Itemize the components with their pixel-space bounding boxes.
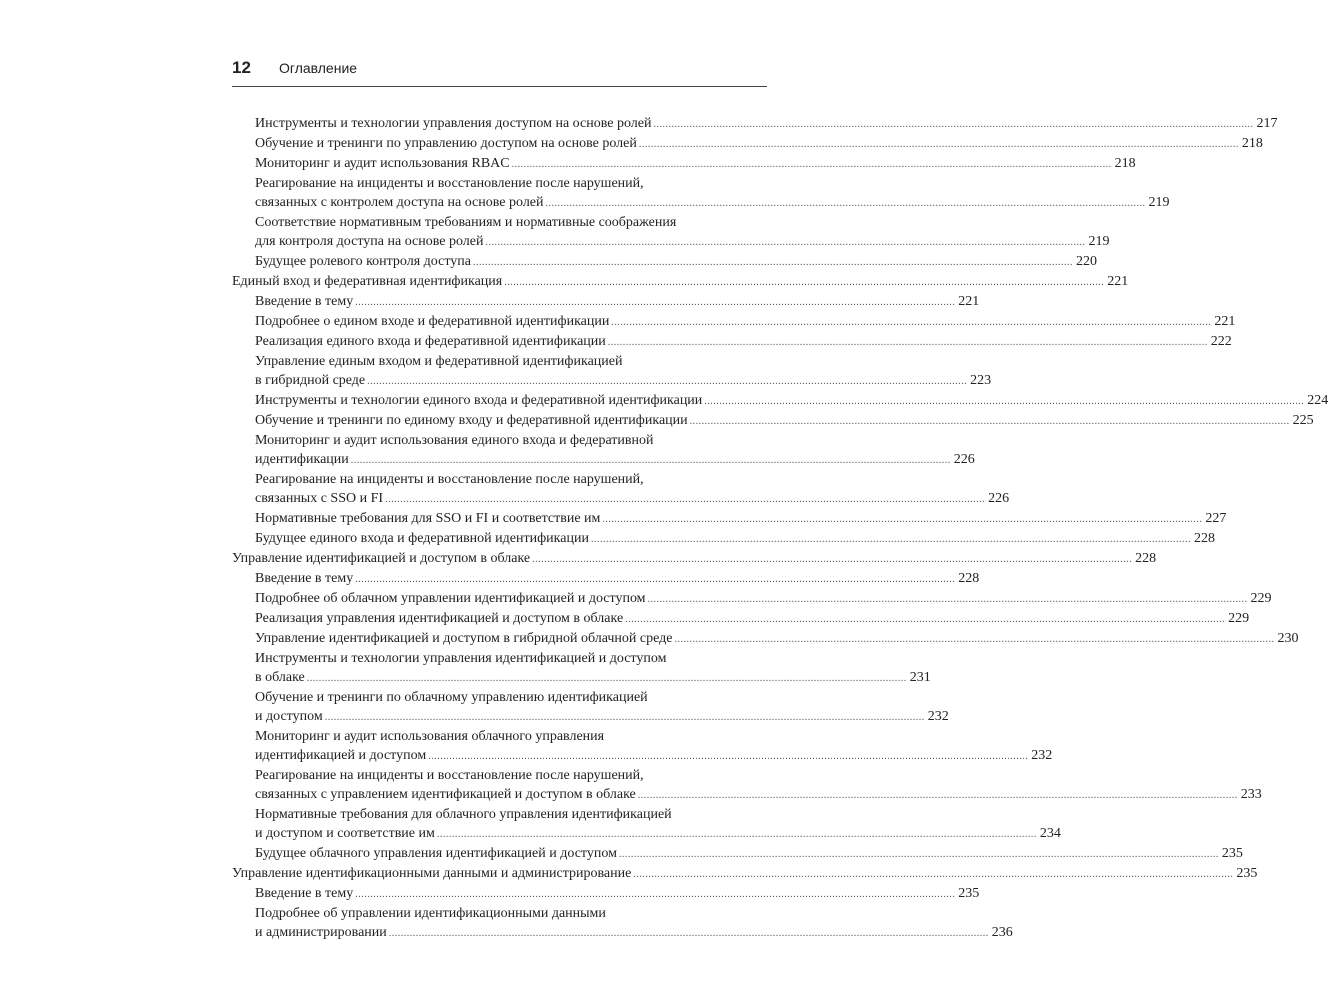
toc-entry-title-line: Единый вход и федеративная идентификация (232, 274, 503, 289)
toc-entry-title-line: связанных с управлением идентификацией и доступом в облаке (255, 787, 636, 802)
toc-page-number: 219 (1088, 234, 1110, 249)
toc-subsection-entry (255, 252, 1098, 272)
toc-entry-row (255, 312, 1236, 332)
toc-subsection-entry (255, 529, 1215, 549)
toc-entry-title-line: Будущее облачного управления идентификацией и доступом (255, 846, 617, 861)
toc-entry-title-line: Реагирование на инциденты и восстановление после нарушений, (255, 768, 644, 783)
toc-page-number: 232 (1031, 748, 1053, 763)
toc-page-number: 228 (1135, 551, 1157, 566)
toc-entry-title-line: Введение в тему (255, 294, 354, 309)
toc-entry-title-line: связанных с контролем доступа на основе ролей (255, 195, 544, 210)
dot-leader (385, 490, 985, 509)
toc-entry-row (255, 292, 980, 312)
toc-page-number: 224 (1307, 393, 1328, 408)
toc-entry-title-line: Мониторинг и аудит использования облачного управления (255, 729, 605, 744)
toc-page-number: 223 (970, 373, 992, 388)
toc-entry-title-line: Реализация управления идентификацией и доступом в облаке (255, 611, 624, 626)
toc-entry-title-line: идентификации (255, 452, 349, 467)
toc-subsection-entry (255, 805, 1061, 844)
toc-subsection-entry (255, 509, 1227, 529)
toc-entry-row (232, 864, 1258, 884)
toc-page-number: 230 (1277, 631, 1299, 646)
toc-subsection-entry (255, 134, 1263, 154)
toc-entry-title-line: Будущее единого входа и федеративной идентификации (255, 531, 589, 546)
toc-entry-row (255, 824, 1061, 844)
toc-entry-row (255, 569, 980, 589)
dot-leader (602, 510, 1202, 529)
toc-entry-row (255, 923, 1013, 943)
toc-subsection-entry (255, 174, 1170, 213)
toc-entry-title-line: идентификацией и доступом (255, 748, 427, 763)
toc-page-number: 222 (1210, 334, 1232, 349)
toc-entry-title-line: Обучение и тренинги по облачному управлению идентификацией (255, 690, 648, 705)
toc-entry-title-line: Инструменты и технологии единого входа и федеративной идентификации (255, 393, 703, 408)
toc-entry-title-line: Будущее ролевого контроля доступа (255, 254, 472, 269)
toc-subsection-entry (255, 114, 1278, 134)
toc-subsection-entry (255, 213, 1110, 252)
toc-entry-row (255, 589, 1272, 609)
toc-page-number: 235 (1221, 846, 1243, 861)
toc-entry-title-line: связанных с SSO и FI (255, 491, 384, 506)
dot-leader (619, 845, 1219, 864)
toc-entry-title-line: Инструменты и технологии управления идентификацией и доступом (255, 651, 667, 666)
toc-page-number: 235 (1236, 866, 1258, 881)
dot-leader (355, 885, 955, 904)
toc-entry-row (255, 193, 1170, 213)
toc-entry-title-line: и администрировании (255, 925, 387, 940)
toc-subsection-entry (255, 766, 1262, 805)
dot-leader (690, 412, 1290, 431)
toc-page-number: 234 (1039, 826, 1061, 841)
toc-page-number: 228 (958, 571, 980, 586)
dot-leader (608, 333, 1208, 352)
dot-leader (307, 669, 907, 688)
toc-subsection-entry (255, 727, 1053, 766)
toc-page-number: 229 (1228, 611, 1250, 626)
toc-subsection-entry (255, 352, 992, 391)
toc-subsection-entry (255, 629, 1299, 649)
toc-entry-row (255, 391, 1328, 411)
toc-entry-title-line: Нормативные требования для облачного управления идентификацией (255, 807, 672, 822)
toc-subsection-entry (255, 688, 949, 727)
toc-entry-title-line: Подробнее об управлении идентификационными данными (255, 906, 606, 921)
dot-leader (638, 786, 1238, 805)
toc-subsection-entry (255, 431, 975, 470)
toc-subsection-entry (255, 609, 1250, 629)
toc-entry-row (255, 529, 1215, 549)
toc-entry-row (255, 450, 975, 470)
dot-leader (367, 372, 967, 391)
dot-leader (704, 392, 1304, 411)
dot-leader (351, 451, 951, 470)
dot-leader (504, 273, 1104, 292)
toc-entry-title-line: Введение в тему (255, 886, 354, 901)
toc-subsection-entry (255, 154, 1136, 174)
toc-subsection-entry (255, 391, 1328, 411)
toc-entry-title-line: Подробнее о едином входе и федеративной идентификации (255, 314, 610, 329)
toc-entry-row (255, 134, 1263, 154)
toc-entry-row (255, 609, 1250, 629)
toc-entry-title-line: Реагирование на инциденты и восстановление после нарушений, (255, 472, 644, 487)
toc-entry-row (255, 332, 1232, 352)
dot-leader (591, 530, 1191, 549)
table-of-contents (232, 114, 1328, 943)
toc-section-entry (232, 549, 1157, 569)
toc-subsection-entry (255, 332, 1232, 352)
toc-entry-row (255, 114, 1278, 134)
toc-entry-row (255, 411, 1314, 431)
toc-entry-title-line: Реализация единого входа и федеративной идентификации (255, 334, 606, 349)
page-number: 12 (232, 58, 251, 77)
dot-leader (325, 708, 925, 727)
toc-entry-row (232, 272, 1129, 292)
dot-leader (546, 194, 1146, 213)
toc-entry-row (255, 629, 1299, 649)
dot-leader (625, 610, 1225, 629)
toc-entry-row (255, 668, 931, 688)
toc-section-entry (232, 864, 1258, 884)
toc-page-number: 225 (1292, 413, 1314, 428)
toc-entry-title-line: Инструменты и технологии управления доступом на основе ролей (255, 116, 652, 131)
toc-entry-title-line: Обучение и тренинги по управлению доступом на основе ролей (255, 136, 637, 151)
toc-page-number: 229 (1250, 591, 1272, 606)
toc-entry-row (255, 707, 949, 727)
toc-page-number: 219 (1148, 195, 1170, 210)
toc-page-number: 221 (1107, 274, 1129, 289)
toc-entry-row (255, 371, 992, 391)
toc-subsection-entry (255, 292, 980, 312)
toc-subsection-entry (255, 411, 1314, 431)
toc-entry-title-line: и доступом (255, 709, 323, 724)
toc-entry-row (255, 252, 1098, 272)
toc-entry-row (232, 549, 1157, 569)
page-header (232, 56, 767, 87)
toc-entry-row (255, 154, 1136, 174)
toc-entry-row (255, 509, 1227, 529)
toc-subsection-entry (255, 589, 1272, 609)
dot-leader (648, 590, 1248, 609)
toc-entry-row (255, 844, 1243, 864)
toc-page-number: 233 (1240, 787, 1262, 802)
toc-subsection-entry (255, 470, 1010, 509)
toc-page-number: 218 (1114, 156, 1136, 171)
toc-page-number: 236 (991, 925, 1013, 940)
toc-entry-row (255, 489, 1010, 509)
toc-entry-title-line: Мониторинг и аудит использования RBAC (255, 156, 510, 171)
dot-leader (512, 155, 1112, 174)
toc-subsection-entry (255, 844, 1243, 864)
toc-page-number: 218 (1241, 136, 1263, 151)
toc-entry-title-line: для контроля доступа на основе ролей (255, 234, 484, 249)
toc-entry-title-line: Управление единым входом и федеративной идентификацией (255, 354, 623, 369)
toc-entry-row (255, 785, 1262, 805)
toc-entry-title-line: Соответствие нормативным требованиям и нормативные соображения (255, 215, 677, 230)
dot-leader (674, 630, 1274, 649)
header-title: Оглавление (279, 60, 358, 76)
toc-page-number: 221 (1214, 314, 1236, 329)
dot-leader (473, 253, 1073, 272)
toc-entry-title-line: Нормативные требования для SSO и FI и соответствие им (255, 511, 601, 526)
toc-entry-title-line: Мониторинг и аудит использования единого входа и федеративной (255, 433, 654, 448)
toc-page-number: 231 (909, 670, 931, 685)
toc-page-number: 227 (1205, 511, 1227, 526)
toc-entry-title-line: Управление идентификацией и доступом в облаке (232, 551, 531, 566)
dot-leader (355, 570, 955, 589)
dot-leader (532, 550, 1132, 569)
dot-leader (355, 293, 955, 312)
toc-page-number: 226 (988, 491, 1010, 506)
toc-subsection-entry (255, 904, 1013, 943)
dot-leader (611, 313, 1211, 332)
toc-entry-title-line: Введение в тему (255, 571, 354, 586)
toc-subsection-entry (255, 312, 1236, 332)
dot-leader (486, 233, 1086, 252)
toc-subsection-entry (255, 569, 980, 589)
toc-entry-title-line: Обучение и тренинги по единому входу и федеративной идентификации (255, 413, 688, 428)
toc-entry-title-line: в гибридной среде (255, 373, 366, 388)
dot-leader (653, 115, 1253, 134)
toc-entry-title-line: в облаке (255, 670, 305, 685)
dot-leader (437, 825, 1037, 844)
toc-entry-row (255, 884, 980, 904)
toc-entry-title-line: Подробнее об облачном управлении идентификацией и доступом (255, 591, 646, 606)
toc-subsection-entry (255, 884, 980, 904)
toc-entry-title-line: и доступом и соответствие им (255, 826, 435, 841)
toc-entry-title-line: Управление идентификационными данными и администрирование (232, 866, 632, 881)
toc-page-number: 228 (1193, 531, 1215, 546)
dot-leader (428, 747, 1028, 766)
toc-page-number: 220 (1076, 254, 1098, 269)
toc-entry-row (255, 746, 1053, 766)
toc-subsection-entry (255, 649, 931, 688)
toc-page-number: 217 (1256, 116, 1278, 131)
toc-page-number: 235 (958, 886, 980, 901)
toc-section-entry (232, 272, 1129, 292)
dot-leader (389, 924, 989, 943)
toc-page-number: 226 (953, 452, 975, 467)
toc-entry-title-line: Реагирование на инциденты и восстановление после нарушений, (255, 176, 644, 191)
toc-page-number: 221 (958, 294, 980, 309)
dot-leader (639, 135, 1239, 154)
toc-page-number: 232 (927, 709, 949, 724)
toc-entry-title-line: Управление идентификацией и доступом в гибридной облачной среде (255, 631, 673, 646)
toc-entry-row (255, 232, 1110, 252)
dot-leader (633, 865, 1233, 884)
